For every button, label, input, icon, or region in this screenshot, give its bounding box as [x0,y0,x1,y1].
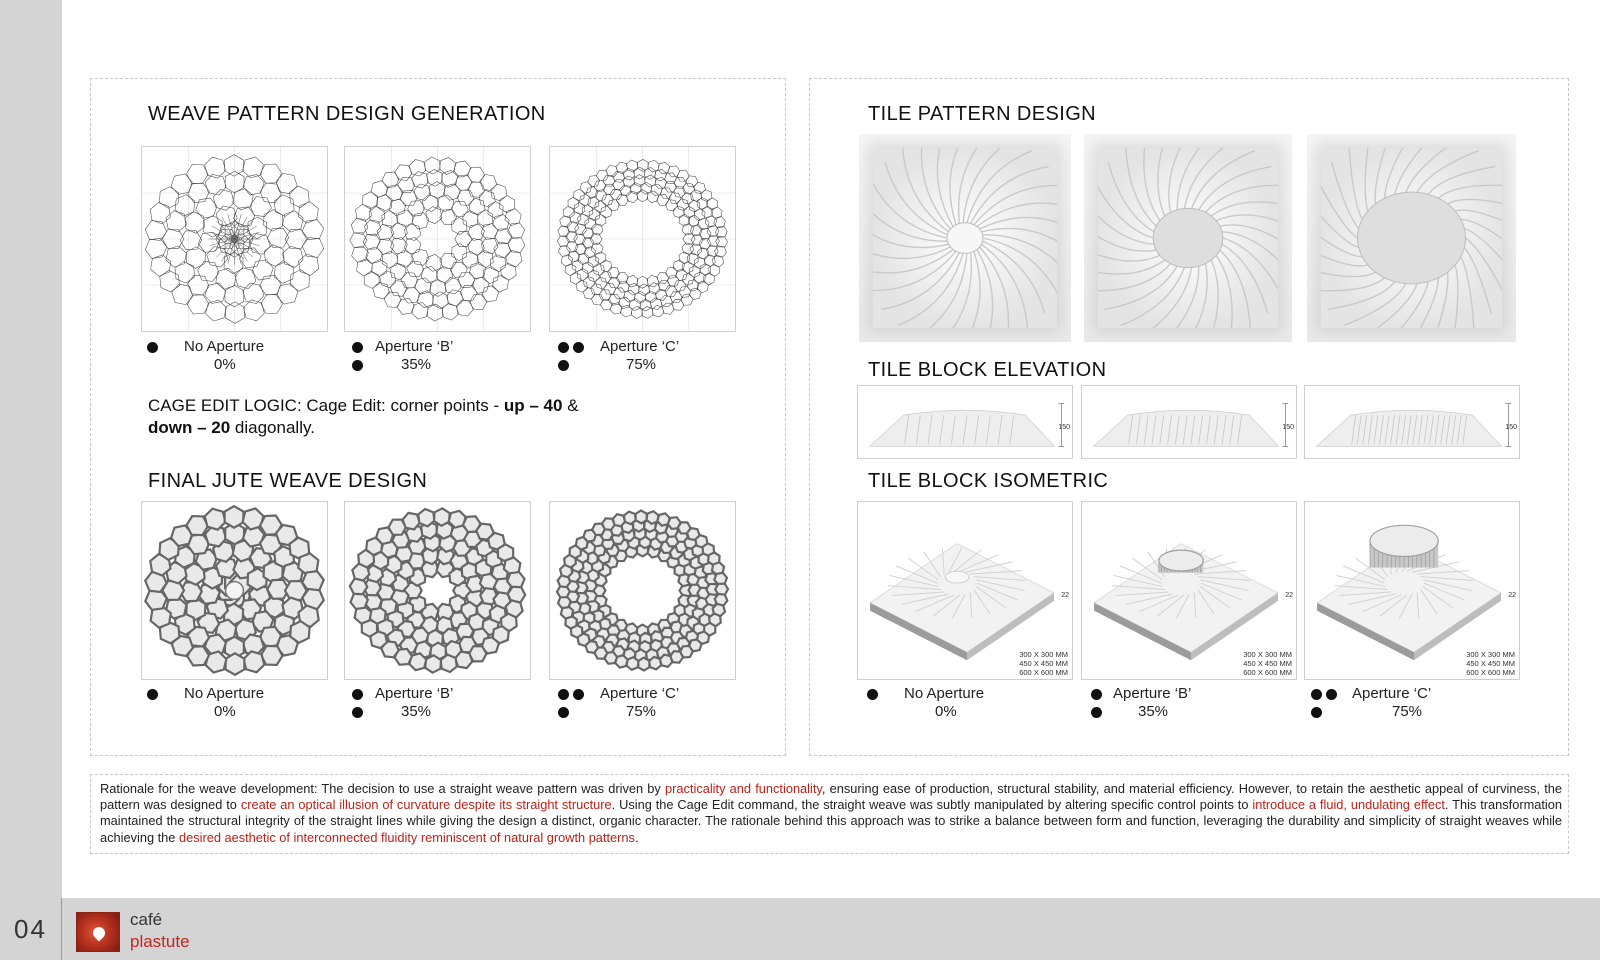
variant-dot [1311,689,1322,700]
variant-dot [573,342,584,353]
tile-pattern-render-c [1307,134,1516,342]
variant-dot [1311,707,1322,718]
variant-dot [352,707,363,718]
highlight-text: desired aesthetic of interconnected fluidity reminiscent of natural growth patterns [178,829,635,845]
jute-weave-render-c [549,501,736,680]
variant-dot [147,689,158,700]
highlight-text: practicality and functionality [665,781,822,796]
rationale-paragraph: Rationale for the weave development: The decision to use a straight weave pattern was driven by practicality and functionality, ensuring ease of production, structural stability, and material efficiency. However, to retain the aesthetic appeal of curviness, the pattern was designed to create an optical illusion of curvature despite its straight structure. Using the Cage Edit command, the straight weave was subtly manipulated by altering specific control points to introduce a fluid, undulating effect. This transformation maintained the structural integrity of the straight lines while giving the design a distinct, organic character. The rationale behind this approach was to strike a balance between form and function, leveraging the durability and simplicity of straight weaves while achieving the desired aesthetic of interconnected fluidity reminiscent of natural growth patterns. [100,781,1562,845]
brand-name-line1: café [130,910,163,929]
tile-elevation-a: 150 [857,385,1073,459]
tile-elevation-c: 150 [1304,385,1520,459]
tile-label-b: Aperture ‘B’ 35% [1090,685,1290,725]
weave-label-c: Aperture ‘C’ 75% [557,338,747,378]
variant-dot [1091,689,1102,700]
footer-bar [0,898,1600,960]
final-jute-weave-heading: FINAL JUTE WEAVE DESIGN [148,470,428,492]
jute-label-b: Aperture ‘B’ 35% [351,685,541,725]
weave-label-a: No Aperture 0% [146,338,336,378]
tile-size-list: 300 X 300 MM 450 X 450 MM 600 X 600 MM [1019,650,1068,677]
variant-dot [558,360,569,371]
highlight-text: create an optical illusion of curvature despite its straight structure [240,797,612,813]
weave-line-drawing-c [549,146,736,332]
variant-dot [573,689,584,700]
variant-dot [867,689,878,700]
page-number-box [0,898,62,960]
tile-isometric-c: 22 300 X 300 MM 450 X 450 MM 600 X 600 MM [1304,501,1520,680]
tile-label-a: No Aperture 0% [866,685,1066,725]
left-sidebar-strip [0,0,62,898]
variant-dot [1326,689,1337,700]
jute-weave-render-a [141,501,328,680]
variant-dot [1091,707,1102,718]
variant-dot [352,689,363,700]
tile-block-isometric-heading: TILE BLOCK ISOMETRIC [868,470,1109,492]
tile-label-c: Aperture ‘C’ 75% [1310,685,1510,725]
tile-elevation-b: 150 [1081,385,1297,459]
weave-label-b: Aperture ‘B’ 35% [351,338,541,378]
tile-isometric-a: 22 300 X 300 MM 450 X 450 MM 600 X 600 MM [857,501,1073,680]
tile-pattern-heading: TILE PATTERN DESIGN [868,103,1097,125]
variant-dot [147,342,158,353]
tile-size-list: 300 X 300 MM 450 X 450 MM 600 X 600 MM [1466,650,1515,677]
variant-dot [352,342,363,353]
page-number: 04 [14,913,47,944]
variant-dot [352,360,363,371]
jute-label-a: No Aperture 0% [146,685,336,725]
variant-dot [558,342,569,353]
brand-logo-icon [76,912,120,952]
tile-block-elevation-heading: TILE BLOCK ELEVATION [868,359,1107,381]
weave-line-drawing-b [344,146,531,332]
jute-weave-render-b [344,501,531,680]
highlight-text: introduce a fluid, undulating effect [1252,797,1445,813]
tile-size-list: 300 X 300 MM 450 X 450 MM 600 X 600 MM [1243,650,1292,677]
cage-edit-logic-text: CAGE EDIT LOGIC: Cage Edit: corner points - up – 40 & down – 20 diagonally. [148,396,579,437]
variant-dot [558,689,569,700]
weave-pattern-heading: WEAVE PATTERN DESIGN GENERATION [148,103,546,125]
tile-isometric-b: 22 300 X 300 MM 450 X 450 MM 600 X 600 MM [1081,501,1297,680]
jute-label-c: Aperture ‘C’ 75% [557,685,747,725]
weave-line-drawing-a [141,146,328,332]
brand-name-line2: plastute [130,932,190,951]
tile-pattern-render-a [859,134,1071,342]
tile-pattern-render-b [1084,134,1292,342]
variant-dot [558,707,569,718]
